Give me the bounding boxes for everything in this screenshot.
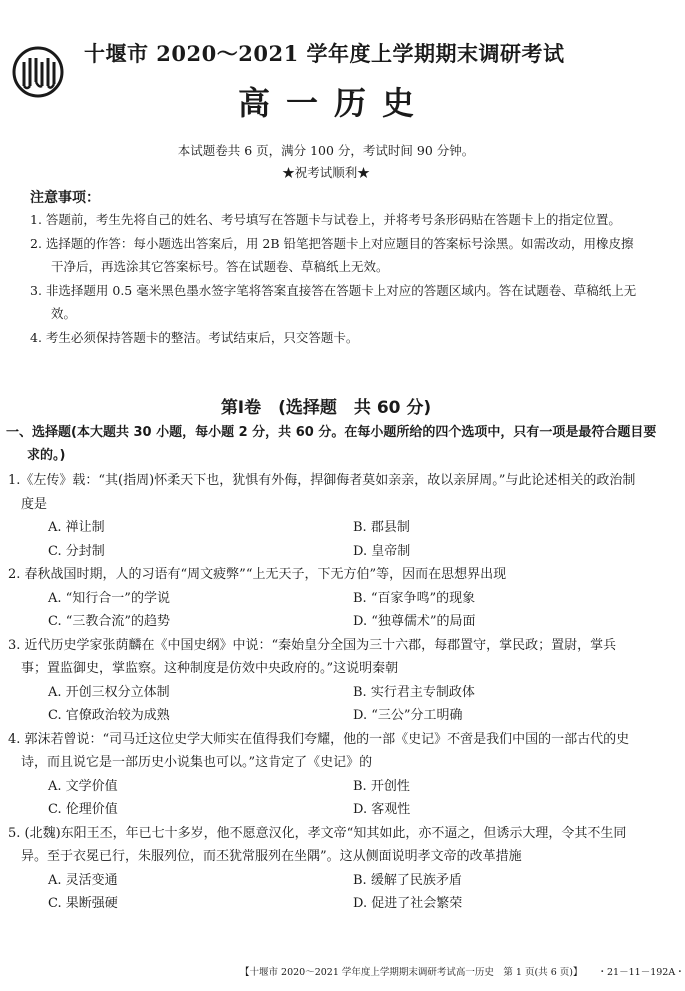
option-b: B. 缓解了民族矛盾 bbox=[353, 872, 462, 888]
option-c: C. “三教合流”的趋势 bbox=[48, 614, 171, 629]
note-item: 4. 考生必须保持答题卡的整洁。考试结束后，只交答题卡。 bbox=[30, 329, 359, 345]
note-item: 1. 答题前，考生先将自己的姓名、考号填写在答题卡与试卷上，并将考号条形码贴在答题卡上的指定位置。 bbox=[30, 212, 621, 227]
option-b: B. “百家争鸣”的现象 bbox=[353, 590, 476, 606]
option-a: A. 开创三权分立体制 bbox=[48, 684, 170, 700]
option-a: A. 灵活变通 bbox=[48, 872, 118, 888]
option-d: D. “独尊儒术”的局面 bbox=[353, 614, 476, 629]
good-luck-line: ★祝考试顺利★ bbox=[282, 165, 370, 180]
option-c: C. 分封制 bbox=[48, 543, 105, 559]
question bbox=[8, 563, 642, 634]
question bbox=[8, 728, 642, 822]
option-a: A. 禅让制 bbox=[48, 520, 105, 535]
option-c: C. 官僚政治较为成熟 bbox=[48, 708, 170, 723]
note-item: 2. 选择题的作答：每小题选出答案后，用 2B 铅笔把答题卡上对应题目的答案标号涂黑。如需改动，用橡皮擦干净后，再选涂其它答案标号。答在试题卷、草稿纸上无效。 bbox=[30, 235, 634, 274]
option-d: D. 客观性 bbox=[353, 802, 411, 817]
option-d: D. 皇帝制 bbox=[353, 543, 411, 559]
exam-info: 本试题卷共 6 页，满分 100 分，考试时间 90 分钟。 bbox=[177, 143, 475, 158]
question-stem: 5. (北魏)东阳王丕，年已七十多岁，他不愿意汉化，孝文帝“知其如此，亦不逼之，但诱示大理，令其不生同异。至于衣冕已行，朱服列位，而丕犹常服列在坐隅”。这从侧面说明孝文帝的改革措施 bbox=[8, 825, 627, 864]
part-instructions: 一、选择题(本大题共 30 小题，每小题 2 分，共 60 分。在每小题所给的四个选项中，只有一项是最符合题目要求的。) bbox=[6, 425, 657, 463]
question bbox=[8, 822, 642, 916]
option-b: B. 郡县制 bbox=[353, 520, 410, 535]
question-stem: 4. 郭沫若曾说：“司马迁这位史学大师实在值得我们夸耀，他的一部《史记》不啻是我们中国的一部古代的史诗，而且说它是一部历史小说集也可以。”这肯定了《史记》的 bbox=[8, 731, 630, 770]
question-list bbox=[8, 469, 642, 916]
subject-title: 高一历史 bbox=[237, 84, 430, 122]
question bbox=[8, 469, 642, 563]
question-stem: 1.《左传》载：“其(指周)怀柔天下也，犹惧有外侮，捍御侮者莫如亲亲，故以亲屏周。”与此论述相关的政治制度是 bbox=[8, 473, 636, 512]
option-b: B. 实行君主专制政体 bbox=[353, 684, 475, 700]
question-stem: 3. 近代历史学家张荫麟在《中国史纲》中说：“秦始皇分全国为三十六郡，每郡置守，掌民政；置尉，掌兵事；置监御史，掌监察。这种制度是仿效中央政府的。”这说明秦朝 bbox=[8, 637, 617, 676]
paper-code: ・21－11－192A・ bbox=[597, 967, 685, 978]
page-footer bbox=[240, 964, 685, 978]
exam-title: 十堰市 2020～2021 学年度上学期期末调研考试 bbox=[84, 41, 565, 66]
option-b: B. 开创性 bbox=[353, 778, 410, 794]
footer-text: 【十堰市 2020～2021 学年度上学期期末调研考试高一历史 第 1 页(共 6 页)】 bbox=[240, 967, 583, 978]
question-stem: 2. 春秋战国时期，人的习语有“周文疲弊”“上无天子，下无方伯”等，因而在思想界出现 bbox=[8, 567, 507, 582]
option-c: C. 果断强硬 bbox=[48, 896, 118, 911]
notes-heading: 注意事项： bbox=[30, 190, 100, 206]
option-a: A. 文学价值 bbox=[48, 778, 118, 794]
note-item: 3. 非选择题用 0.5 毫米黑色墨水签字笔将答案直接答在答题卡上对应的答题区域内。答在试题卷、草稿纸上无效。 bbox=[30, 282, 637, 321]
option-a: A. “知行合一”的学说 bbox=[48, 590, 170, 606]
option-d: D. 促进了社会繁荣 bbox=[353, 896, 463, 911]
option-c: C. 伦理价值 bbox=[48, 802, 118, 817]
section-heading: 第Ⅰ卷 (选择题 共 60 分) bbox=[220, 398, 432, 418]
notes-list bbox=[30, 208, 640, 349]
question bbox=[8, 634, 642, 728]
option-d: D. “三公”分工明确 bbox=[353, 708, 463, 723]
